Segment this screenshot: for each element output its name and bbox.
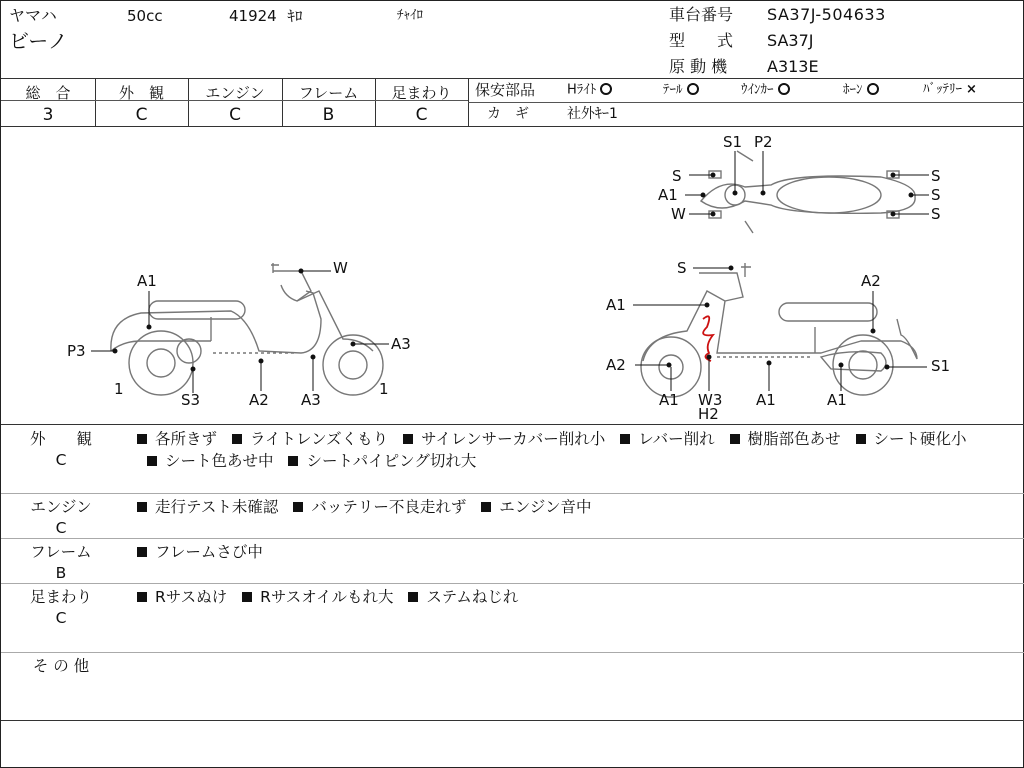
note-item: Rサスぬけ: [137, 588, 227, 606]
label-a1: A1: [606, 296, 626, 314]
ok-circle-icon: [867, 83, 879, 95]
ok-circle-icon: [687, 83, 699, 95]
note-item: 樹脂部色あせ: [730, 430, 841, 448]
bullet-square-icon: [403, 434, 413, 444]
bullet-square-icon: [293, 502, 303, 512]
note-item: レバー削れ: [620, 430, 714, 448]
note-item: フレームさび中: [137, 543, 263, 561]
frame-label: フレーム: [298, 84, 359, 102]
mileage: [229, 9, 303, 24]
frame-notes: [137, 541, 1017, 563]
label-w3: W3: [698, 391, 723, 409]
bullet-square-icon: [288, 456, 298, 466]
suspension-notes: [137, 586, 1017, 608]
note-item: 各所きず: [137, 430, 217, 448]
safety-horn: ﾎｰﾝ: [843, 83, 883, 97]
label-a2: A2: [606, 356, 626, 374]
label-a1: A1: [137, 272, 157, 290]
bullet-square-icon: [137, 434, 147, 444]
note-item: シート色あせ中: [147, 452, 274, 470]
bullet-square-icon: [137, 592, 147, 602]
label-a1: A1: [658, 186, 678, 204]
note-item: ステムねじれ: [408, 588, 518, 606]
engine-section-grade: C: [55, 519, 67, 537]
cross-icon: ×: [966, 82, 977, 97]
label-a1: A1: [756, 391, 776, 409]
label-a2: A2: [249, 391, 269, 409]
engine-grade: C: [229, 105, 241, 125]
engine-model-label: 原 動 機: [669, 57, 728, 76]
bullet-square-icon: [137, 547, 147, 557]
label-s1: S1: [723, 133, 743, 151]
frame-no-value: SA37J-504633: [767, 5, 886, 24]
safety-headlight: Hﾗｲﾄ: [567, 83, 616, 97]
frame-section-grade: B: [55, 564, 67, 582]
label-s1: S1: [931, 357, 951, 375]
bullet-square-icon: [242, 592, 252, 602]
exterior-notes: [137, 428, 1017, 472]
label-s: S: [931, 167, 941, 185]
label-a3: A3: [391, 335, 411, 353]
maker-name: ヤマハ: [9, 6, 57, 25]
overall-grade: 3: [42, 105, 54, 125]
note-item: ライトレンズくもり: [232, 430, 388, 448]
note-item: エンジン音中: [481, 498, 591, 516]
model-name: ビーノ: [9, 29, 68, 53]
engine-notes: [137, 496, 1017, 518]
label-s: S: [677, 259, 687, 277]
note-item: バッテリー不良走れず: [293, 498, 466, 516]
label-a2: A2: [861, 272, 881, 290]
bullet-square-icon: [730, 434, 740, 444]
label-1: 1: [114, 380, 124, 398]
type-value: SA37J: [767, 31, 814, 50]
ok-circle-icon: [778, 83, 790, 95]
label-a1: A1: [827, 391, 847, 409]
label-p3: P3: [67, 342, 86, 360]
bullet-square-icon: [856, 434, 866, 444]
body-color: ﾁｬｲﾛ: [397, 8, 423, 23]
note-item: 走行テスト未確認: [137, 498, 278, 516]
suspension-label: 足まわり: [391, 84, 452, 102]
note-item: Rサスオイルもれ大: [242, 588, 393, 606]
overall-label: 総 合: [25, 84, 71, 102]
ok-circle-icon: [600, 83, 612, 95]
label-s: S: [672, 167, 682, 185]
bullet-square-icon: [481, 502, 491, 512]
safety-parts-label: 保安部品: [475, 81, 536, 99]
frame-section-label: フレーム: [30, 543, 92, 561]
exterior-section-label: 外 観: [29, 430, 92, 448]
exterior-label: 外 観: [118, 84, 164, 102]
key-label: カ ギ: [487, 106, 529, 122]
bullet-square-icon: [137, 502, 147, 512]
bullet-square-icon: [408, 592, 418, 602]
label-w: W: [671, 205, 686, 223]
label-p2: P2: [754, 133, 773, 151]
safety-battery: ﾊﾞｯﾃﾘｰ ×: [923, 82, 977, 97]
frame-no-label: 車台番号: [669, 5, 734, 24]
displacement: 50cc: [127, 7, 163, 25]
mileage-unit: ｷﾛ: [287, 7, 303, 25]
bullet-square-icon: [620, 434, 630, 444]
mileage-value: 41924: [229, 7, 277, 25]
suspension-grade: C: [415, 105, 428, 125]
damage-marker: [703, 316, 713, 361]
key-value: 社外ｷｰ1: [567, 106, 618, 122]
safety-taillight: ﾃｰﾙ: [663, 83, 703, 97]
bullet-square-icon: [232, 434, 242, 444]
suspension-section-grade: C: [55, 609, 67, 627]
label-h2: H2: [698, 405, 719, 423]
type-label: 型 式: [669, 31, 734, 50]
exterior-section-grade: C: [55, 451, 67, 469]
label-w: W: [333, 259, 348, 277]
label-s3: S3: [181, 391, 201, 409]
note-item: シートパイピング切れ大: [288, 452, 476, 470]
engine-section-label: エンジン: [30, 498, 92, 516]
engine-model-value: A313E: [767, 57, 819, 76]
label-s: S: [931, 205, 941, 223]
other-section-label: そ の 他: [32, 657, 90, 675]
damage-diagram: [1, 127, 1024, 425]
safety-winker: ｳｲﾝｶｰ: [741, 83, 794, 97]
label-a1: A1: [659, 391, 679, 409]
label-a3: A3: [301, 391, 321, 409]
engine-label: エンジン: [205, 84, 265, 102]
suspension-section-label: 足まわり: [29, 588, 92, 606]
label-1: 1: [379, 380, 389, 398]
label-s: S: [931, 186, 941, 204]
note-item: サイレンサーカバー削れ小: [403, 430, 605, 448]
frame-grade: B: [322, 105, 335, 125]
note-item: シート硬化小: [856, 430, 967, 448]
exterior-grade: C: [135, 105, 148, 125]
bullet-square-icon: [147, 456, 157, 466]
